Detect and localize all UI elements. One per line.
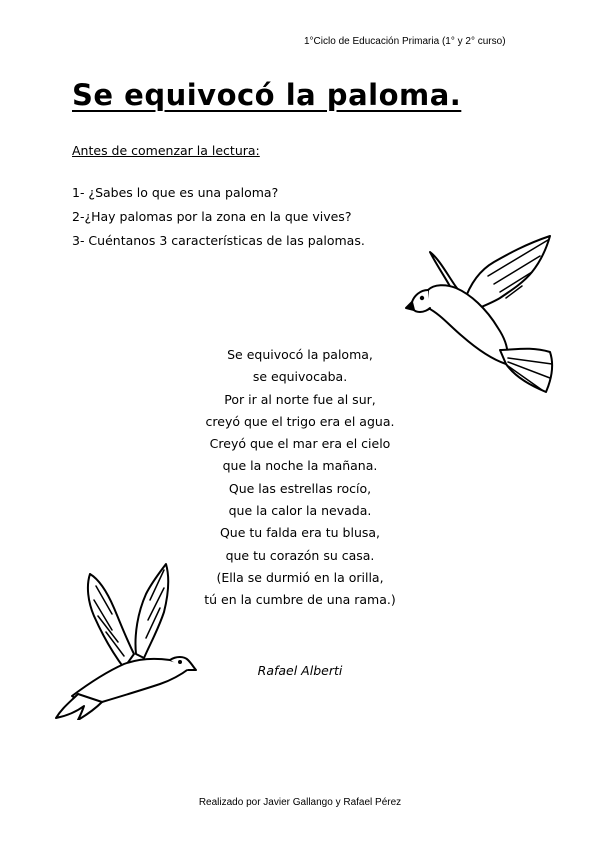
poem-line: que la calor la nevada.	[228, 503, 372, 519]
dove-icon	[404, 232, 560, 400]
poem	[180, 347, 420, 615]
poem-line: se equivocaba.	[252, 369, 348, 385]
poem-line: Creyó que el mar era el cielo	[209, 436, 391, 452]
poem-line: tú en la cumbre de una rama.)	[204, 592, 396, 608]
question-item: 3- Cuéntanos 3 características de las palomas.	[72, 233, 365, 248]
page-title: Se equivocó la paloma.	[72, 78, 462, 112]
question-item: 1- ¿Sabes lo que es una paloma?	[72, 185, 279, 200]
dove-icon	[52, 556, 198, 720]
course-header: 1°Ciclo de Educación Primaria (1° y 2° curso)	[304, 36, 506, 47]
poem-author: Rafael Alberti	[257, 663, 343, 678]
poem-line: que la noche la mañana.	[222, 458, 378, 474]
question-item: 2-¿Hay palomas por la zona en la que vives?	[72, 209, 352, 224]
footer-credit: Realizado por Javier Gallango y Rafael Pérez	[198, 797, 402, 808]
question-list	[72, 185, 365, 257]
pre-reading-heading: Antes de comenzar la lectura:	[72, 143, 260, 158]
poem-line: que tu corazón su casa.	[225, 547, 375, 563]
poem-line: Se equivocó la paloma,	[227, 347, 373, 362]
poem-line: creyó que el trigo era el agua.	[205, 413, 395, 429]
poem-line: Por ir al norte fue al sur,	[224, 391, 376, 407]
poem-line: Que tu falda era tu blusa,	[219, 525, 381, 541]
poem-line: Que las estrellas rocío,	[228, 480, 372, 496]
poem-line: (Ella se durmió en la orilla,	[216, 569, 384, 585]
